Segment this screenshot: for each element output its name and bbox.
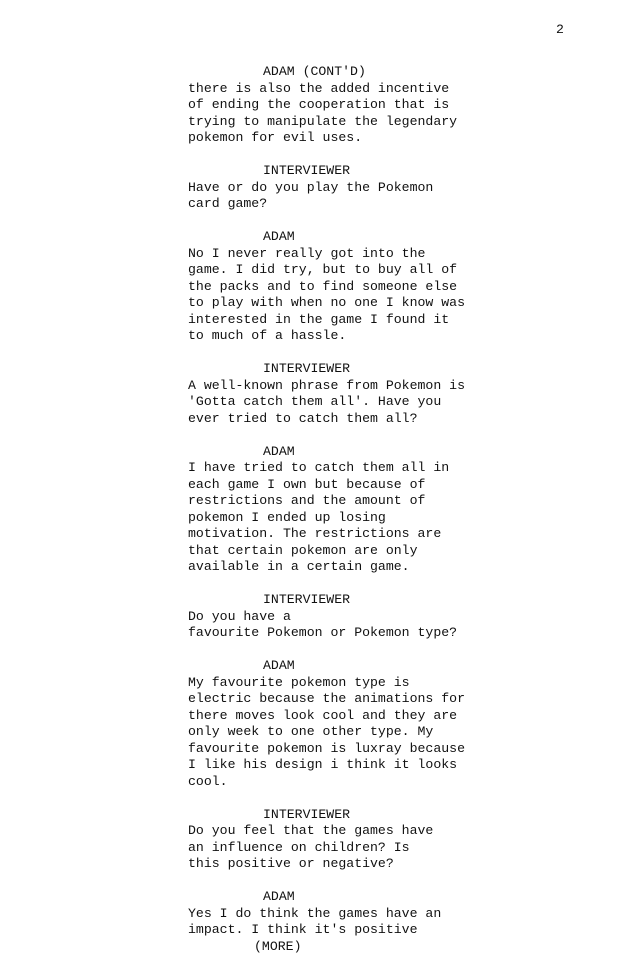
block-spacer [188,345,488,362]
dialogue-line: the packs and to find someone else [188,279,488,296]
dialogue-line: card game? [188,196,488,213]
page-number: 2 [556,22,564,39]
dialogue-line: I have tried to catch them all in [188,460,488,477]
block-spacer [188,576,488,593]
character-name: ADAM [188,889,488,906]
dialogue-line: My favourite pokemon type is [188,675,488,692]
dialogue-line: pokemon I ended up losing [188,510,488,527]
character-name: INTERVIEWER [188,592,488,609]
dialogue-line: available in a certain game. [188,559,488,576]
dialogue-line: Yes I do think the games have an [188,906,488,923]
dialogue-line: there moves look cool and they are [188,708,488,725]
dialogue-line: that certain pokemon are only [188,543,488,560]
dialogue-line: electric because the animations for [188,691,488,708]
character-name: INTERVIEWER [188,807,488,824]
dialogue-block [188,658,488,790]
character-name: ADAM [188,444,488,461]
dialogue-line: favourite pokemon is luxray because [188,741,488,758]
dialogue-block [188,64,488,147]
dialogue-line: to play with when no one I know was [188,295,488,312]
character-name: ADAM [188,229,488,246]
dialogue-line: favourite Pokemon or Pokemon type? [188,625,488,642]
dialogue-line: Do you feel that the games have [188,823,488,840]
dialogue-line: motivation. The restrictions are [188,526,488,543]
script-page-body [188,64,488,955]
block-spacer [188,642,488,659]
block-spacer [188,427,488,444]
dialogue-line: there is also the added incentive [188,81,488,98]
dialogue-line: cool. [188,774,488,791]
dialogue-block [188,807,488,873]
dialogue-line: to much of a hassle. [188,328,488,345]
dialogue-line: impact. I think it's positive [188,922,488,939]
dialogue-block [188,444,488,576]
dialogue-block [188,229,488,345]
character-name: INTERVIEWER [188,163,488,180]
dialogue-block [188,163,488,213]
dialogue-line: A well-known phrase from Pokemon is [188,378,488,395]
block-spacer [188,147,488,164]
block-spacer [188,790,488,807]
dialogue-line: only week to one other type. My [188,724,488,741]
dialogue-line: interested in the game I found it [188,312,488,329]
dialogue-line: Do you have a [188,609,488,626]
character-name: INTERVIEWER [188,361,488,378]
dialogue-line: pokemon for evil uses. [188,130,488,147]
dialogue-line: an influence on children? Is [188,840,488,857]
dialogue-line: trying to manipulate the legendary [188,114,488,131]
dialogue-line: this positive or negative? [188,856,488,873]
dialogue-line: of ending the cooperation that is [188,97,488,114]
character-name: ADAM (CONT'D) [188,64,488,81]
dialogue-line: ever tried to catch them all? [188,411,488,428]
dialogue-block [188,361,488,427]
dialogue-line: No I never really got into the [188,246,488,263]
more-continuation-marker: (MORE) [188,939,488,955]
dialogue-line: restrictions and the amount of [188,493,488,510]
dialogue-block [188,889,488,955]
dialogue-block [188,592,488,642]
dialogue-line: 'Gotta catch them all'. Have you [188,394,488,411]
character-name: ADAM [188,658,488,675]
dialogue-line: Have or do you play the Pokemon [188,180,488,197]
dialogue-line: I like his design i think it looks [188,757,488,774]
block-spacer [188,873,488,890]
dialogue-line: game. I did try, but to buy all of [188,262,488,279]
block-spacer [188,213,488,230]
dialogue-line: each game I own but because of [188,477,488,494]
